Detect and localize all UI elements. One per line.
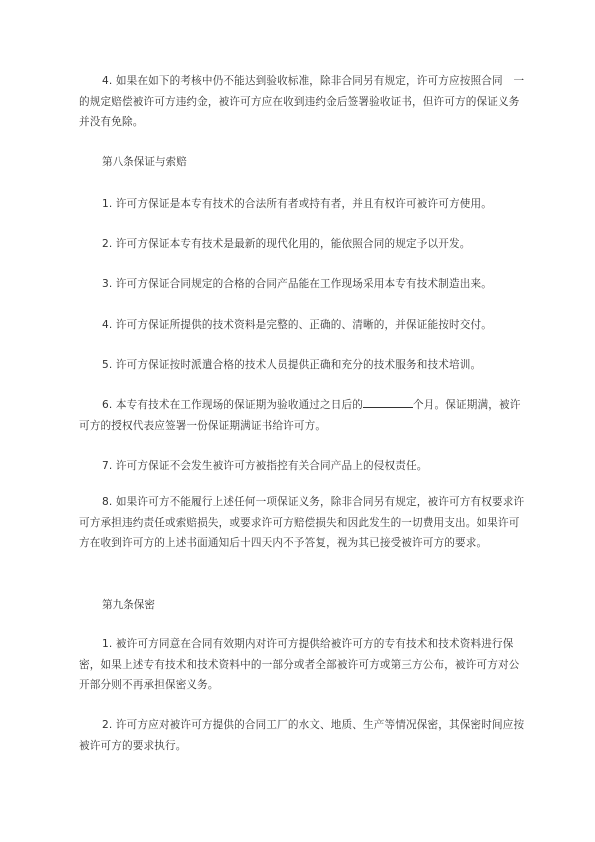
item6-text-before: 6. 本专有技术在工作现场的保证期为验收通过之日后的 bbox=[102, 399, 364, 411]
article9-heading: 第九条保密 bbox=[102, 599, 155, 611]
paragraph-article8-item2: 2. 许可方保证本专有技术是最新的现代化用的，能依照合同的规定予以开发。 bbox=[102, 238, 471, 250]
paragraph-article8-item4: 4. 许可方保证所提供的技术资料是完整的、正确的、清晰的，并保证能按时交付。 bbox=[102, 319, 492, 331]
paragraph-article8-item8: 8. 如果许可方不能履行上述任何一项保证义务，除非合同另有规定，被许可方有权要求许可方承担违约责任或索赔损失，或要求许可方赔偿损失和因此发生的一切费用支出。如果许可方在收到许可方的上述书面通知后十四天内不予答复，视为其已接受被许可方的要求。 bbox=[79, 496, 525, 550]
paragraph-article8-item5: 5. 许可方保证按时派遣合格的技术人员提供正确和充分的技术服务和技术培训。 bbox=[102, 359, 482, 371]
paragraph-article8-item1: 1. 许可方保证是本专有技术的合法所有者或持有者，并且有权许可被许可方使用。 bbox=[102, 198, 492, 210]
blank-line bbox=[363, 397, 413, 408]
paragraph-article8-item7: 7. 许可方保证不会发生被许可方被指控有关合同产品上的侵权责任。 bbox=[102, 460, 428, 472]
paragraph-article8-item6 bbox=[79, 395, 527, 436]
paragraph-article9-item1: 1. 被许可方同意在合同有效期内对许可方提供给被许可方的专有技术和技术资料进行保密，如果上述专有技术和技术资料中的一部分或者全部被许可方或第三方公布，被许可方对公开部分则不再承担保密义务。 bbox=[79, 638, 520, 692]
article8-heading: 第八条保证与索赔 bbox=[102, 156, 187, 168]
paragraph-article9-item2: 2. 许可方应对被许可方提供的合同工厂的水文、地质、生产等情况保密，其保密时间应按被许可方的要求执行。 bbox=[79, 719, 525, 752]
item6-text-after: 个月。保证期满，被许可方的授权代表应签署一份保证期满证书给许可方。 bbox=[79, 399, 521, 432]
paragraph-article7-item4: 4. 如果在如下的考核中仍不能达到验收标准，除非合同另有规定，许可方应按照合同 一的规定赔偿被许可方违约金，被许可方应在收到违约金后签署验收证书，但许可方的保证义务并没有免除。 bbox=[79, 75, 525, 129]
paragraph-article8-item3: 3. 许可方保证合同规定的合格的合同产品能在工作现场采用本专有技术制造出来。 bbox=[102, 278, 492, 290]
